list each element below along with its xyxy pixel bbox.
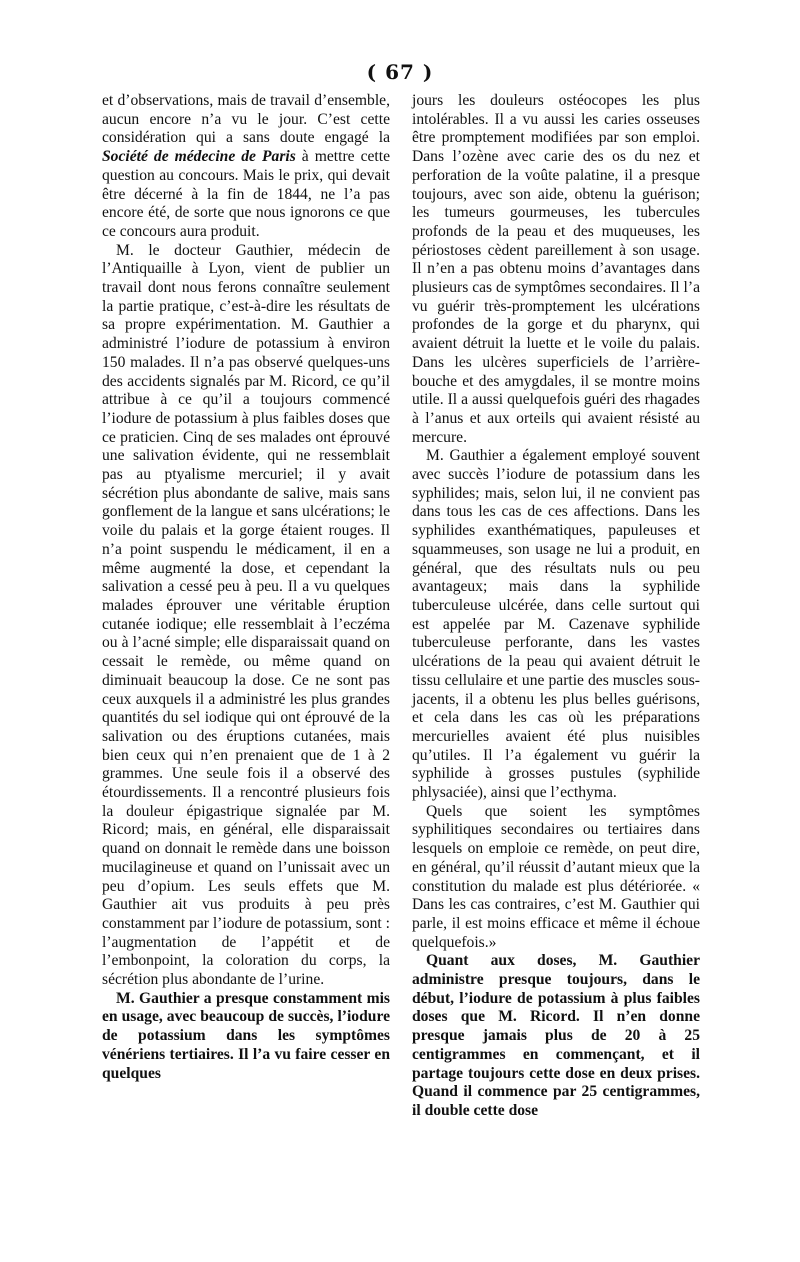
right-paragraph-4: Quant aux doses, M. Gauthier administre presque toujours, dans le début, l’iodure de potassium à plus faibles doses que M. Ricord. Il n’en donne presque jamais plus de 20 à 25 centigrammes en commençant, et il partage toujours cette dose en deux prises. Quand il commence par 25 centigrammes, il double cette dose [412, 952, 700, 1119]
left-column [102, 92, 390, 1083]
right-paragraph-2: M. Gauthier a également employé souvent avec succès l’iodure de potassium dans les syphilides; mais, selon lui, il ne convient pas dans tous les cas de ces affections. Dans les syphilides exanthématiques, papuleuses et squammeuses, son usage ne lui a produit, en général, que des résultats nuls ou peu avantageux; mais dans la syphilide tuberculeuse ulcérée, dans celle surtout qui est appelée par M. Cazenave syphilide tuberculeuse perforante, dans les vastes ulcérations de la peau qui avaient détruit le tissu cellulaire et une partie des muscles sous-jacents, il a obtenu les plus belles guérisons, et cela dans les cas où les préparations mercurielles avaient été plus nuisibles qu’utiles. Il l’a également vu guérir la syphilide à grosses pustules (syphilide phlysaciée), ainsi que l’ecthyma. [412, 447, 700, 802]
right-paragraph-1: jours les douleurs ostéocopes les plus intolérables. Il a vu aussi les caries osseuses être promptement modifiées par son emploi. Dans l’ozène avec carie des os du nez et perforation de la voûte palatine, il a presque toujours, avec son aide, obtenu la guérison; les tumeurs gourmeuses, les tubercules profonds de la peau et des muqueuses, les périostoses cèdent pareillement à son usage. Il n’en a pas obtenu moins d’avantages dans plusieurs cas de symptômes secondaires. Il l’a vu guérir très-promptement les ulcérations profondes de la gorge et du pharynx, qui avaient détruit la luette et le voile du palais. Dans les ulcères superficiels de l’arrière-bouche et des amygdales, il se montre moins utile. Il a aussi quelquefois guéri des rhagades à l’anus et aux orteils qui avaient résisté au mercure. [412, 92, 700, 446]
left-paragraph-2: M. le docteur Gauthier, médecin de l’Antiquaille à Lyon, vient de publier un travail dont nous ferons connaître seulement la partie pratique, c’est-à-dire les résultats de sa propre expérimentation. M. Gauthier a administré l’iodure de potassium à environ 150 malades. Il n’a pas observé quelques-uns des accidents signalés par M. Ricord, ce qu’il attribue à ce qu’il a toujours commencé l’iodure de potassium à plus faibles doses que ce praticien. Cinq de ses malades ont éprouvé une salivation évidente, qui ne ressemblait pas au ptyalisme mercuriel; il y avait sécrétion plus abondante de salive, mais sans gonflement de la langue et sans ulcérations; le voile du palais et la gorge étaient rouges. Il n’a point suspendu le médicament, il en a même augmenté la dose, et cependant la salivation a cessé peu à peu. Il a vu quelques malades éprouver une véritable éruption cutanée iodique; elle ressemblait à l’eczéma ou à l’acné simple; elle disparaissait quand on cessait le remède, ou même quand on diminuait beaucoup la dose. Ce ne sont pas ceux auxquels il a administré les plus grandes quantités du sel iodique qui ont éprouvé de la salivation ou des éruptions cutanées, mais bien ceux qui n’en prenaient que de 1 à 2 grammes. Une seule fois il a observé des étourdissements. Il a rencontré plusieurs fois la douleur épigastrique signalée par M. Ricord; mais, en général, elle disparaissait quand on donnait le remède dans une boisson mucilagineuse et quand on l’unissait avec un peu d’opium. Les seuls effets que M. Gauthier ait vus produits à peu près constamment par l’iodure de potassium, sont : l’augmentation de l’appétit et de l’embonpoint, la coloration du corps, la sécrétion plus abondante de l’urine. [102, 241, 390, 989]
right-paragraph-3: Quels que soient les symptômes syphilitiques secondaires ou tertiaires dans lesquels on emploie ce remède, on peut dire, en général, qu’il réussit d’autant mieux que la constitution du malade est plus détériorée. « Dans les cas contraires, c’est M. Gauthier qui parle, il est moins efficace et même il échoue quelquefois.» [412, 802, 700, 951]
left-paragraph-1 [102, 92, 390, 242]
left-paragraph-3: M. Gauthier a presque constamment mis en usage, avec beaucoup de succès, l’iodure de potassium dans les symptômes vénériens tertiaires. Il l’a vu faire cesser en quelques [102, 989, 390, 1082]
right-column [412, 92, 700, 1121]
page-number: ( 67 ) [366, 60, 434, 84]
left-paragraph-1-start: et d’observations, mais de travail d’ensemble, aucun encore n’a vu le jour. C’est cette considération qui a sans doute engagé la [102, 92, 390, 147]
journal-name: Société de médecine de Paris [102, 148, 296, 166]
left-paragraph-1-end: à mettre cette question au concours. Mais le prix, qui devait être décerné à la fin de 1844, ne l’a pas encore été, de sorte que nous ignorons ce que ce concours aura produit. [102, 148, 391, 240]
